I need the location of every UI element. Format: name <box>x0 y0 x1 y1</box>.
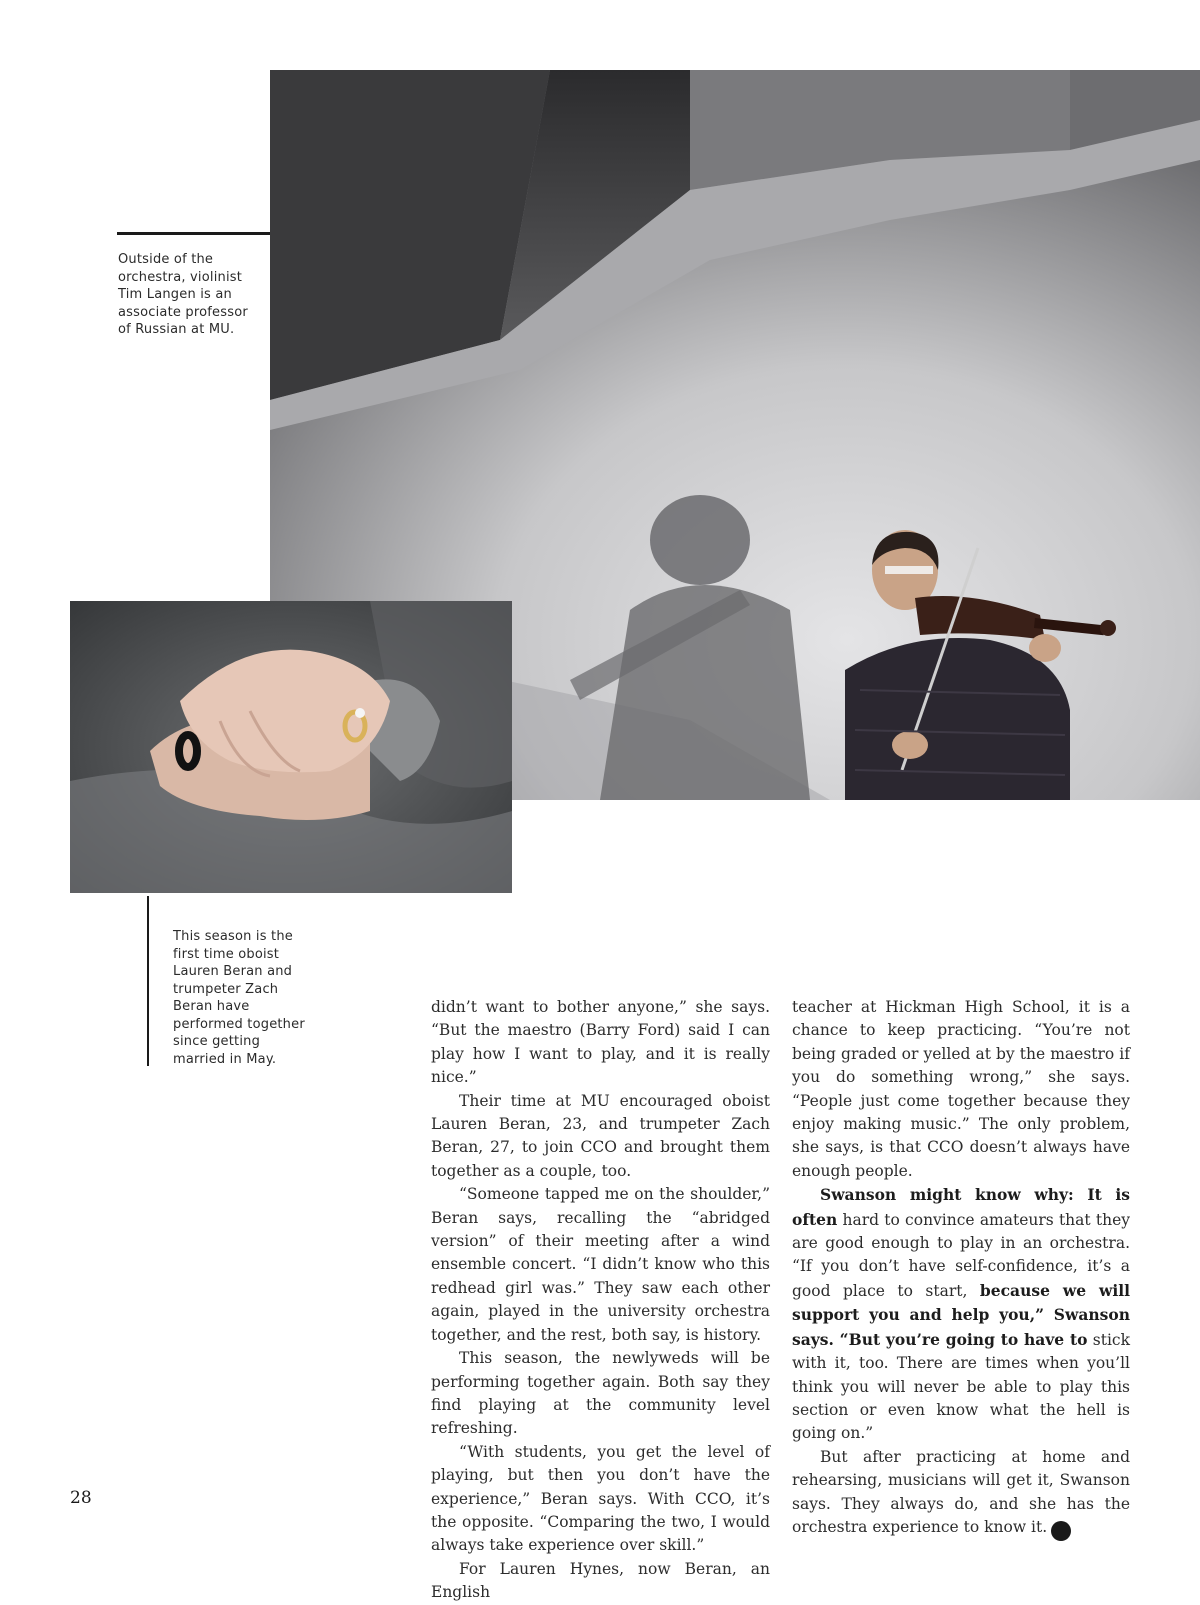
paragraph <box>792 1183 1130 1445</box>
page-number: 28 <box>70 1488 92 1508</box>
paragraph: This season, the newlyweds will be performing together again. Both say they find playing at the community level refreshing. <box>431 1349 770 1438</box>
caption-rule-horizontal <box>117 232 270 235</box>
paragraph: “Someone tapped me on the shoulder,” Beran says, recalling the “abridged version” of their meeting after a wind ensemble concert. “I didn’t know who this redhead girl was.” They saw each other again, played in the university orchestra together, and the rest, both say, is history. <box>431 1185 770 1344</box>
end-mark-icon: V <box>1051 1521 1071 1541</box>
text: hard to convince amateurs that they are good enough to play in an orchestra. “If you don’t have self-confidence, it’s a good place to start, <box>792 1210 1130 1300</box>
bold-text: because we will support you and help you,” Swanson says. “But you’re going to have to <box>792 1280 1130 1349</box>
article-column-1 <box>431 996 770 1605</box>
paragraph: “With students, you get the level of playing, but then you don’t have the experience,” Beran says. With CCO, it’s the opposite. “Comparing the two, I would always take experience over skill.” <box>431 1442 770 1555</box>
paragraph <box>792 1446 1130 1541</box>
bold-text: Swanson might know why: It is often <box>792 1185 1130 1229</box>
paragraph: For Lauren Hynes, now Beran, an English <box>431 1559 770 1602</box>
text: stick with it, too. There are times when you’ll think you will never be able to play this section or even know what the hell is going on.” <box>792 1330 1130 1443</box>
paragraph: Their time at MU encouraged oboist Lauren Beran, 23, and trumpeter Zach Beran, 27, to join CCO and brought them together as a couple, too. <box>431 1091 770 1180</box>
caption-rule-vertical <box>147 896 149 1066</box>
paragraph: didn’t want to bother anyone,” she says. “But the maestro (Barry Ford) said I can play how I want to play, and it is really nice.” <box>431 998 770 1087</box>
paragraph: teacher at Hickman High School, it is a chance to keep practicing. “You’re not being graded or yelled at by the maestro if you do something wrong,” she says. “People just come together because they enjoy making music.” The only problem, she says, is that CCO doesn’t always have enough people. <box>792 998 1130 1180</box>
text: But after practicing at home and rehearsing, musicians will get it, Swanson says. They always do, and she has the orchestra experience to know it. <box>792 1447 1130 1536</box>
photo-caption-main: Outside of the orchestra, violinist Tim Langen is an associate professor of Russian at MU. <box>118 252 248 337</box>
hands-illustration <box>70 601 512 893</box>
photo-caption-inset: This season is the first time oboist Lauren Beran and trumpeter Zach Beran have performed together since getting married in May. <box>173 929 305 1067</box>
inset-photo-hands-rings <box>70 601 512 893</box>
article-column-2 <box>792 996 1130 1541</box>
